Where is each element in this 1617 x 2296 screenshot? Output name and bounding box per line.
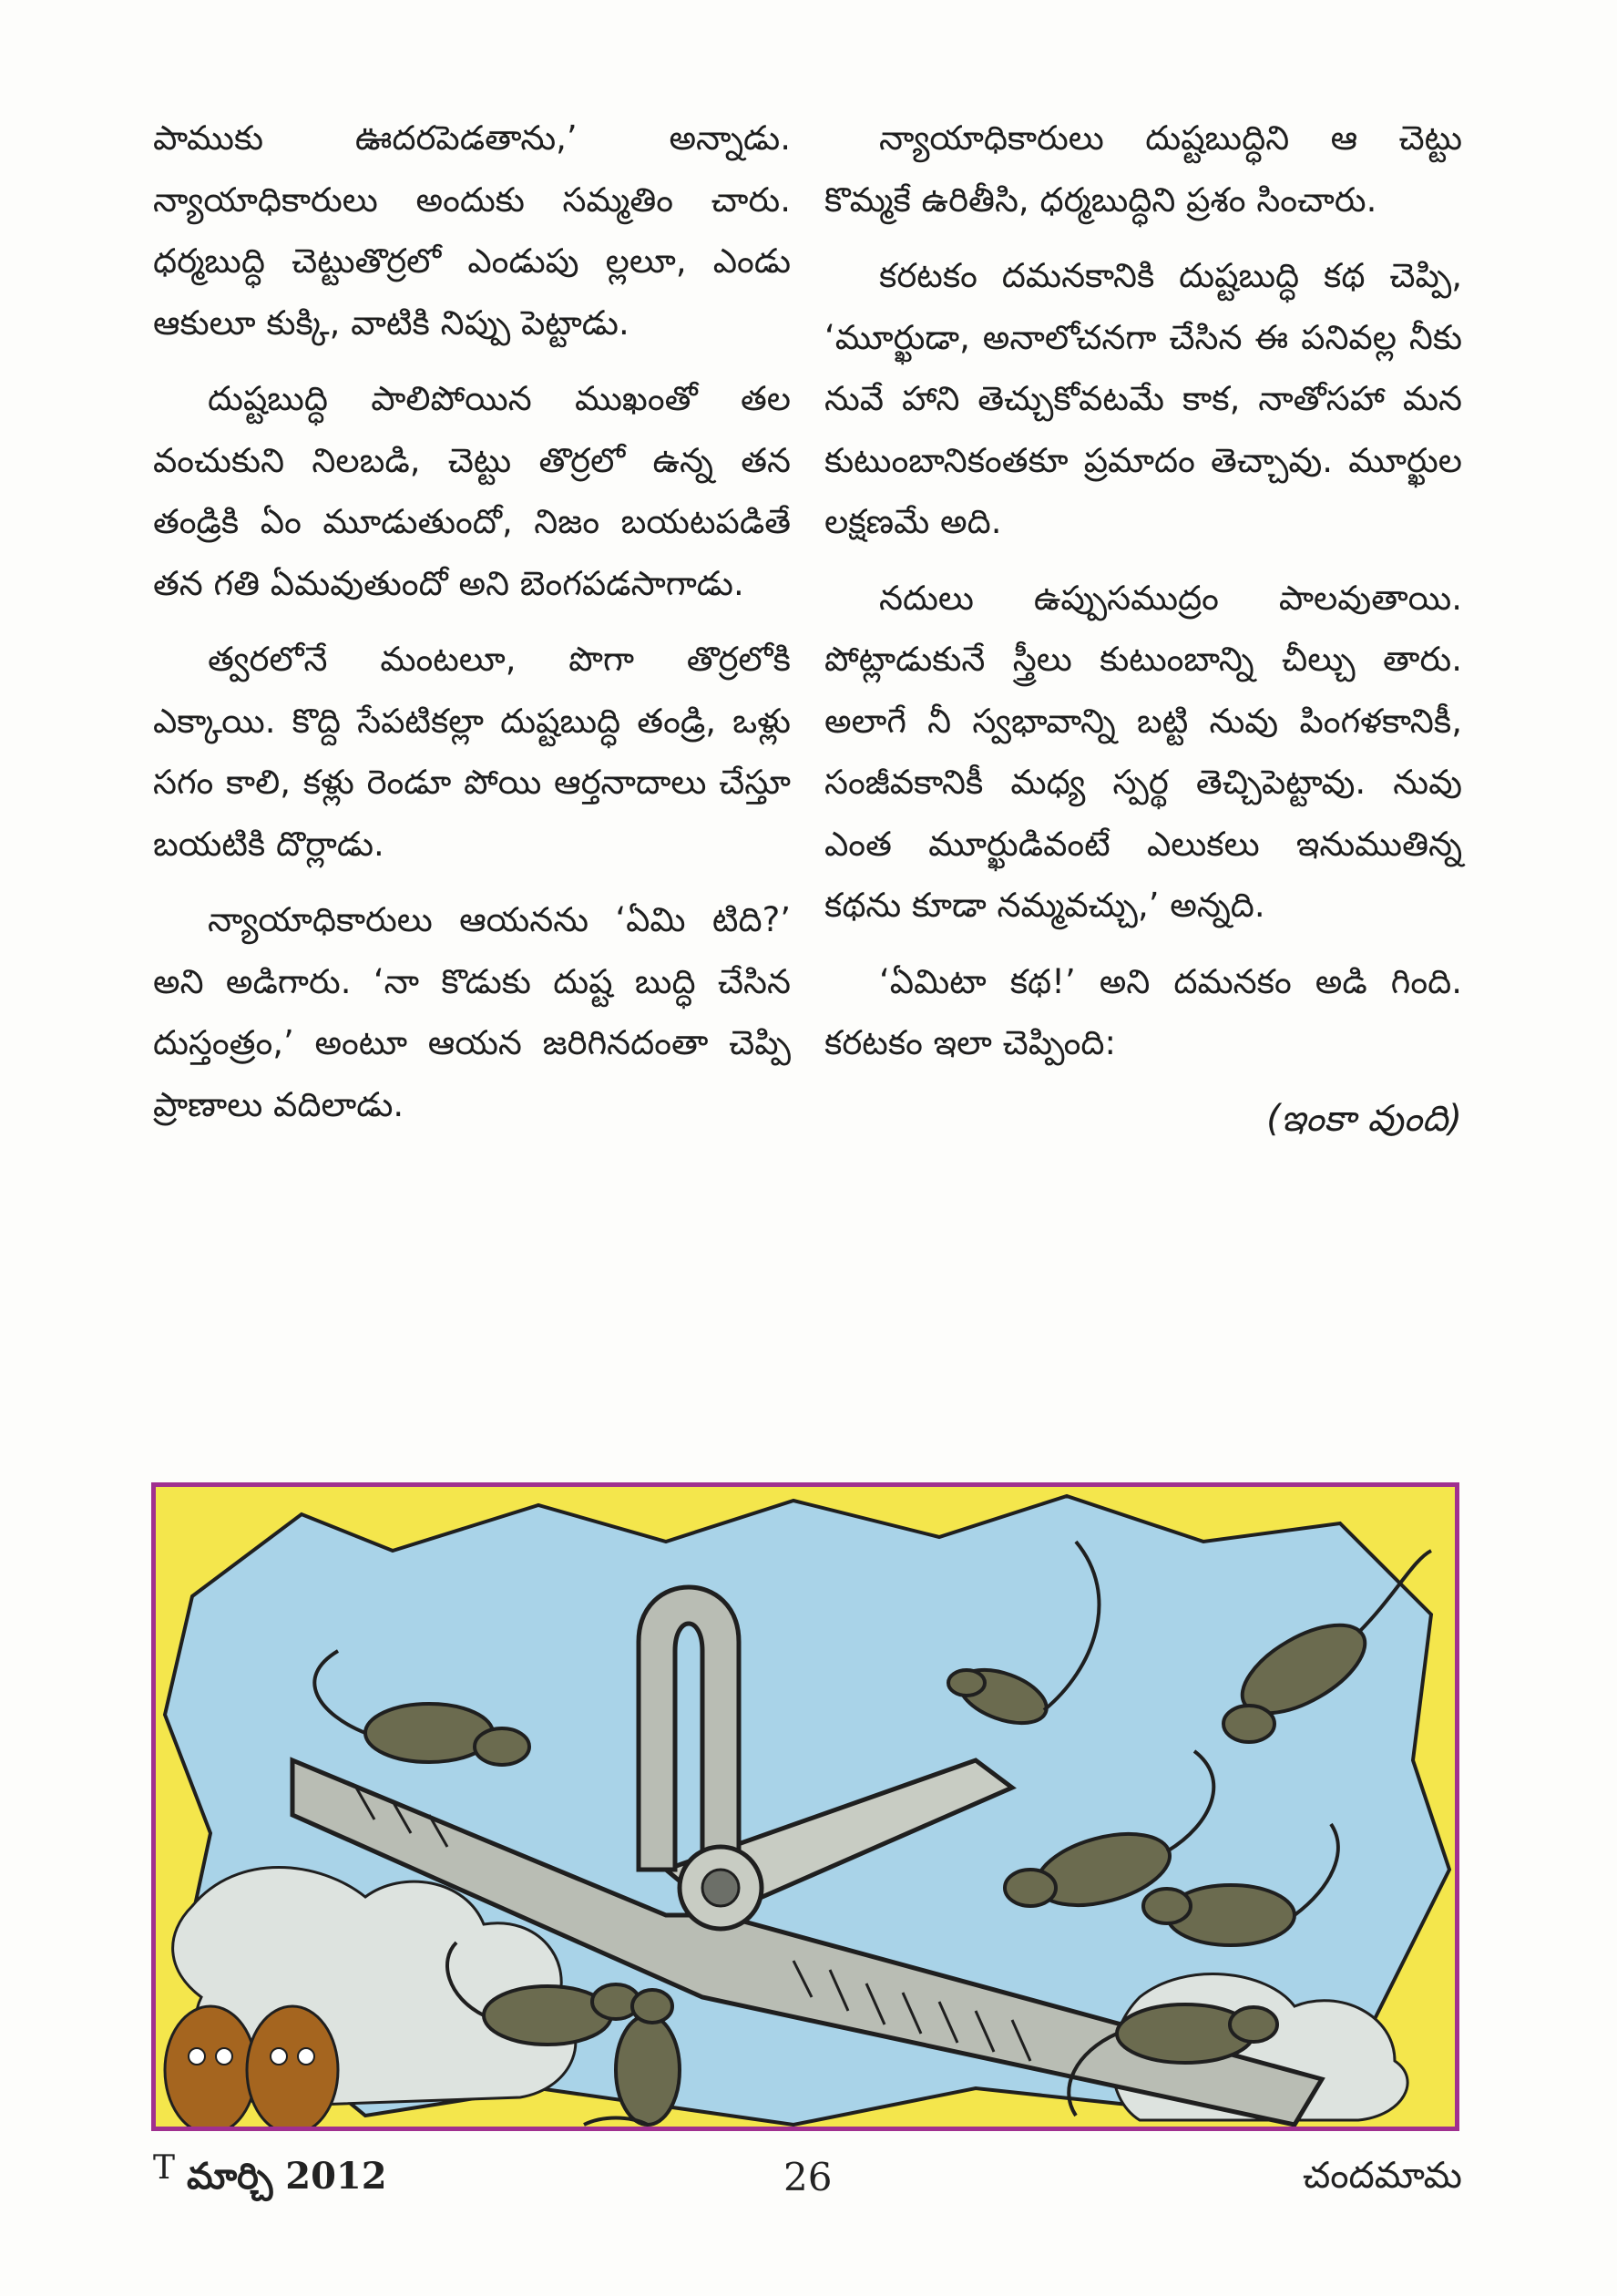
- paragraph: దుష్టబుద్ధి పాలిపోయిన ముఖంతో తల వంచుకుని నిలబడి, చెట్టు తొర్రలో ఉన్న తన తండ్రికి ఏం మూడుతుందో, నిజం బయటపడితే తన గతి ఏమవుతుందో అని బెంగపడసాగాడు.: [153, 379, 791, 603]
- paragraph: న్యాయాధికారులు దుష్టబుద్ధిని ఆ చెట్టు కొమ్మకే ఉరితీసి, ధర్మబుద్ధిని ప్రశం సించారు.: [824, 118, 1462, 220]
- page-number: 26: [783, 2155, 833, 2199]
- illustration-drawing: [156, 1487, 1455, 2127]
- paragraph: న్యాయాధికారులు ఆయనను ‘ఏమి టిది?’ అని అడిగారు. ‘నా కొడుకు దుష్ట బుద్ధి చేసిన దుస్తంత్రం,’ అంటూ ఆయన జరిగినదంతా చెప్పి ప్రాణాలు వదిలాడు.: [153, 900, 791, 1124]
- issue-date: మార్చి 2012: [187, 2155, 387, 2198]
- paragraph: నదులు ఉప్పుసముద్రం పాలవుతాయి. పోట్లాడుకునే స్త్రీలు కుటుంబాన్ని చీల్చు తారు. అలాగే నీ స్వభావాన్ని బట్టి నువు పింగళకానికీ, సంజీవకానికీ మధ్య స్పర్థ తెచ్చిపెట్టావు. నువు ఎంత మూర్ఖుడివంటే ఎలుకలు ఇనుముతిన్న కథను కూడా నమ్మవచ్చు,’ అన్నది.: [824, 578, 1462, 925]
- paragraph: త్వరలోనే మంటలూ, పొగా తొర్రలోకి ఎక్కాయి. కొద్ది సేపటికల్లా దుష్టబుద్ధి తండ్రి, ఒళ్లు సగం కాలి, కళ్లు రెండూ పోయి ఆర్తనాదాలు చేస్తూ బయటికి దొర్లాడు.: [153, 640, 791, 864]
- paragraph: ‘ఏమిటా కథ!’ అని దమనకం అడి గింది. కరటకం ఇలా చెప్పింది:: [824, 961, 1462, 1062]
- paragraph: పాముకు ఊదరపెడతాను,’ అన్నాడు. న్యాయాధికారులు అందుకు సమ్మతిం చారు. ధర్మబుద్ధి చెట్టుతొర్రలో ఎండుపు ల్లలూ, ఎండు ఆకులూ కుక్కి, వాటికి నిప్పు పెట్టాడు.: [153, 118, 791, 343]
- left-column: [153, 108, 791, 1150]
- right-column: [824, 108, 1462, 1164]
- footer-mark: T: [153, 2149, 176, 2187]
- to-be-continued-note: (ఇంకా వుంది): [1266, 1097, 1462, 1140]
- rats-eating-iron-trap-illustration: [151, 1482, 1459, 2131]
- paragraph: కరటకం దమనకానికి దుష్టబుద్ధి కథ చెప్పి, ‘మూర్ఖుడా, అనాలోచనగా చేసిన ఈ పనివల్ల నీకు నువే హాని తెచ్చుకోవటమే కాక, నాతోసహా మన కుటుంబానికంతకూ ప్రమాదం తెచ్చావు. మూర్ఖుల లక్షణమే అది.: [824, 256, 1462, 541]
- trap-spring-center: [702, 1870, 739, 1906]
- page-footer: [0, 2149, 1617, 2209]
- magazine-name: చందమామ: [1302, 2155, 1462, 2197]
